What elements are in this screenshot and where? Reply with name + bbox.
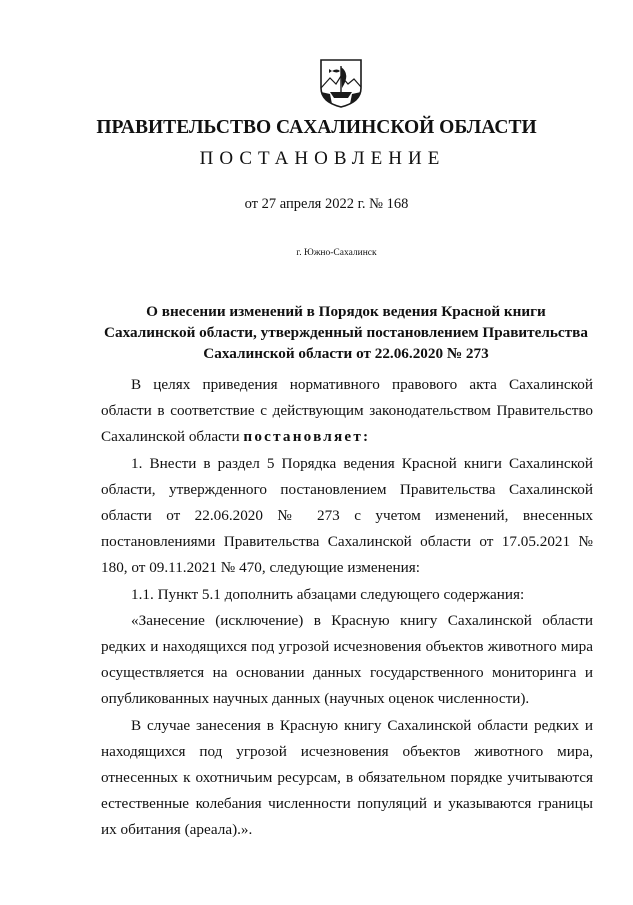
document-subject: О внесении изменений в Порядок ведения Красной книги Сахалинской области, утвержденный постановлением Правительства Сахалинской области от 22.06.2020 № 273 bbox=[104, 303, 588, 362]
document-date-number: от 27 апреля 2022 г. № 168 bbox=[244, 196, 409, 212]
paragraph-quote-2: В случае занесения в Красную книгу Сахалинской области редких и находящихся под угрозой исчезновения объектов животного мира, отнесенных к охотничьим ресурсам, в обязательном порядке учитываются естественные колебания численности популяций и указываются границы их обитания (ареала).». bbox=[101, 716, 593, 839]
government-name: ПРАВИТЕЛЬСТВО САХАЛИНСКОЙ ОБЛАСТИ bbox=[96, 117, 537, 138]
paragraph-item-1: 1. Внести в раздел 5 Порядка ведения Красной книги Сахалинской области, утвержденного постановлением Правительства Сахалинской области от 22.06.2020 № 273 с учетом изменений, внесенных постановлениями Правительства Сахалинской области от 17.05.2021 № 180, от 09.11.2021 № 470, следующие изменения: bbox=[101, 454, 593, 577]
sakhalin-coat-of-arms-icon bbox=[318, 58, 364, 108]
document-type: ПОСТАНОВЛЕНИЕ bbox=[199, 148, 446, 169]
paragraph-preamble bbox=[101, 372, 593, 451]
decree-keyword: постановляет: bbox=[243, 428, 371, 446]
paragraph-item-1-1: 1.1. Пункт 5.1 дополнить абзацами следующего содержания: bbox=[131, 585, 525, 603]
document-body bbox=[101, 372, 593, 844]
preamble-text: В целях приведения нормативного правового акта Сахалинской области в соответствие с действующим законодательством Правительство Сахалинской области bbox=[101, 376, 593, 446]
paragraph-quote-1: «Занесение (исключение) в Красную книгу Сахалинской области редких и находящихся под угрозой исчезновения объектов животного мира осуществляется на основании данных государственного мониторинга и опубликованных научных данных (научных оценок численности). bbox=[101, 611, 593, 708]
document-city: г. Южно-Сахалинск bbox=[296, 248, 377, 258]
